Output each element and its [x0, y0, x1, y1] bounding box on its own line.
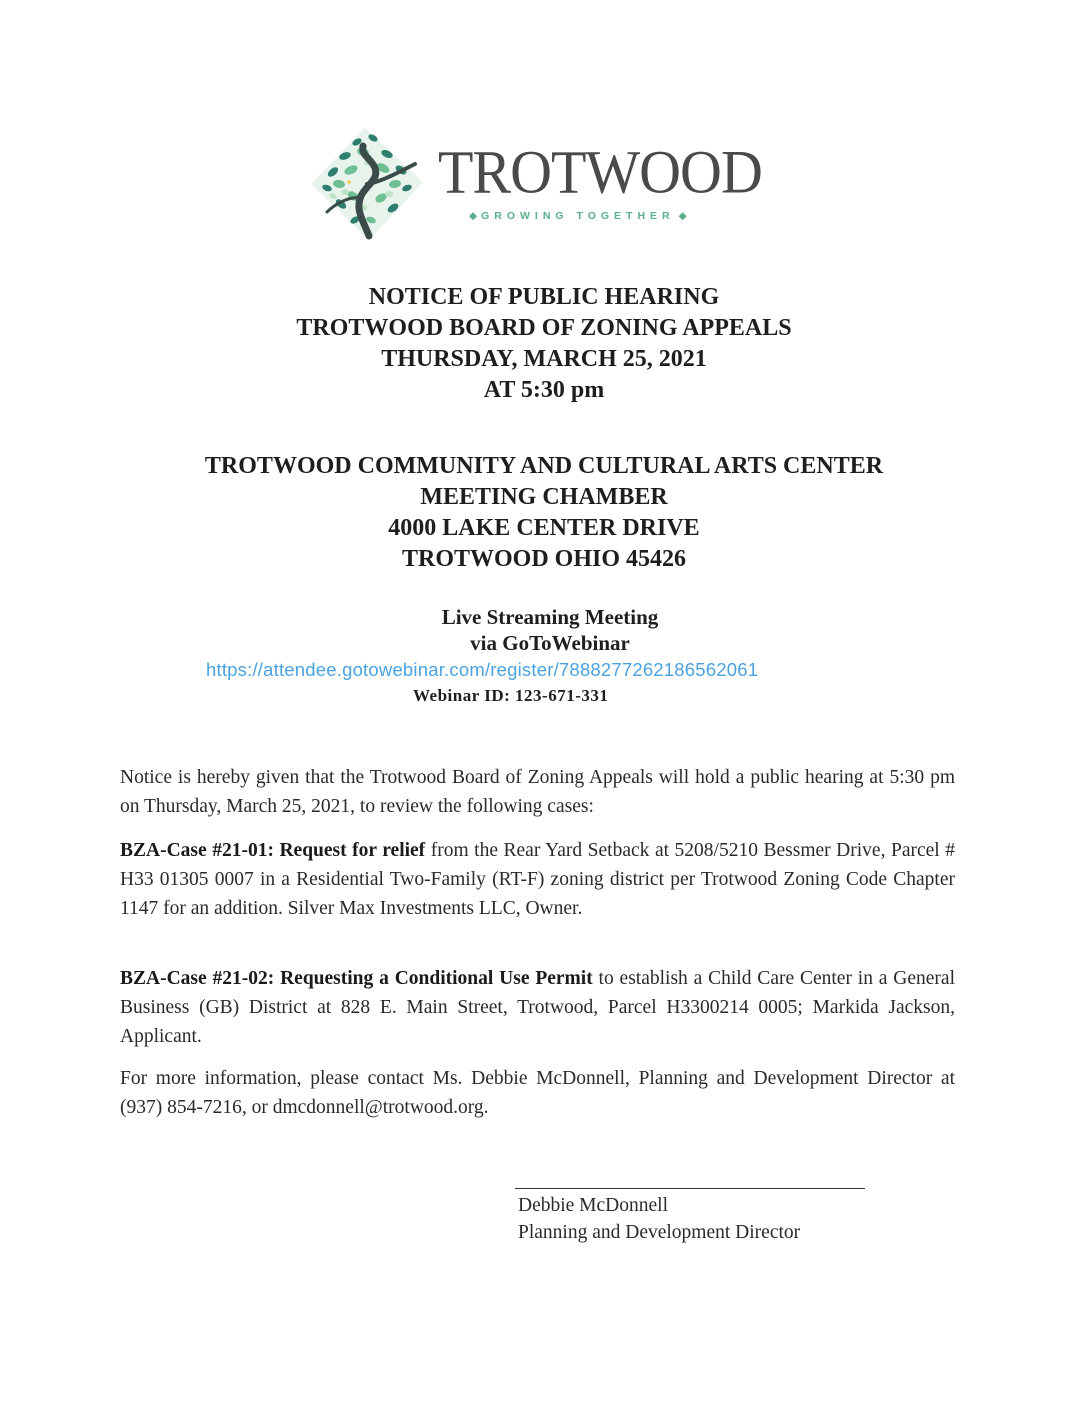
logo-tagline-text: GROWING TOGETHER — [481, 210, 675, 222]
hearing-line-2: TROTWOOD BOARD OF ZONING APPEALS — [296, 315, 792, 341]
case-21-01-text: from the Rear Yard Setback at 5208/5210 Bessmer Drive, Parcel # H33 01305 0007 in a Residential Two-Family (RT-F) zoning district per Trotwood Zoning Code Chapter 1147 for an addition. Silver Max Investments LLC, Owner. — [120, 840, 955, 919]
location-line-3: 4000 LAKE CENTER DRIVE — [388, 515, 700, 541]
case-21-01 — [120, 836, 955, 923]
logo-wordmark: TROTWOOD — [438, 137, 762, 207]
case-21-01-heading: BZA-Case #21-01: Request for relief — [120, 840, 426, 861]
signature-name: Debbie McDonnell — [518, 1195, 669, 1216]
webinar-id: Webinar ID: 123-671-331 — [413, 686, 609, 705]
hearing-heading — [0, 282, 1088, 406]
streaming-line-2: via GoToWebinar — [470, 631, 630, 655]
signature-line — [515, 1188, 865, 1189]
hearing-line-4: AT 5:30 pm — [483, 377, 605, 403]
case-21-02-heading: BZA-Case #21-02: Requesting a Conditional Use Permit — [120, 968, 593, 989]
streaming-line-1: Live Streaming Meeting — [441, 605, 659, 629]
location-line-2: MEETING CHAMBER — [420, 484, 668, 510]
hearing-line-3: THURSDAY, MARCH 25, 2021 — [381, 346, 707, 372]
location-heading — [0, 451, 1088, 575]
hearing-line-1: NOTICE OF PUBLIC HEARING — [368, 284, 720, 310]
contact-info: For more information, please contact Ms. Debbie McDonnell, Planning and Development Director at (937) 854-7216, or dmcdonnell@trotwood.org. — [120, 1068, 955, 1118]
case-21-02-text: to establish a Child Care Center in a General Business (GB) District at 828 E. Main Street, Trotwood, Parcel H3300214 0005; Markida Jackson, Applicant. — [120, 968, 955, 1047]
tagline-dot-icon: ◆ — [469, 210, 478, 222]
logo-tagline — [465, 210, 750, 222]
notice-intro: Notice is hereby given that the Trotwood Board of Zoning Appeals will hold a public hearing at 5:30 pm on Thursday, March 25, 2021, to review the following cases: — [120, 767, 955, 817]
location-line-4: TROTWOOD OHIO 45426 — [401, 546, 687, 572]
case-21-02 — [120, 964, 955, 1051]
signature-title: Planning and Development Director — [518, 1222, 801, 1243]
webinar-register-link[interactable]: https://attendee.gotowebinar.com/register/7888277262186562061 — [206, 659, 759, 680]
tagline-dot-icon: ◆ — [678, 210, 687, 222]
trotwood-logo — [305, 124, 775, 244]
streaming-info — [0, 604, 1088, 656]
tree-logo-icon — [305, 124, 435, 244]
location-line-1: TROTWOOD COMMUNITY AND CULTURAL ARTS CENTER — [204, 453, 884, 479]
